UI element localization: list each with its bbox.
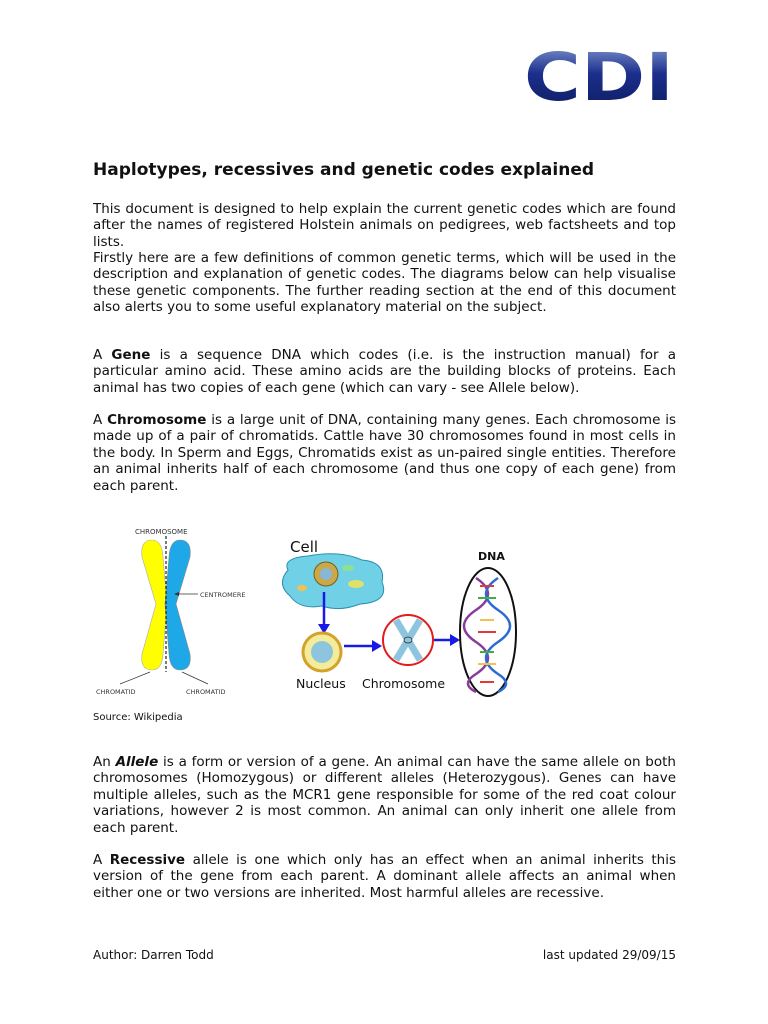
allele-definition: An Allele is a form or version of a gene. An animal can have the same allele on both chromosomes (Homozygous) or different alleles (Heterozygous). Genes can have multiple alleles, such as the MCR1 gene responsible for some of the red coat colour variations, however 2 is most common. An animal can only inherit one allele from each parent. bbox=[93, 754, 676, 836]
figure-source: Source: Wikipedia bbox=[93, 712, 183, 723]
allele-term: Allele bbox=[115, 754, 159, 770]
document-title: Haplotypes, recessives and genetic codes explained bbox=[93, 160, 595, 180]
gene-term: Gene bbox=[111, 347, 151, 363]
footer-author: Author: Darren Todd bbox=[93, 948, 214, 962]
intro-paragraph-2: Firstly here are a few definitions of common genetic terms, which will be used in the description and explanation of genetic codes. The diagrams below can help visualise these genetic components. The further reading section at the end of this document also alerts you to some useful explanatory material on the subject. bbox=[93, 250, 676, 316]
chromosome-to-dna-arrow bbox=[450, 634, 460, 646]
dna-label: DNA bbox=[478, 550, 505, 563]
footer-updated: last updated 29/09/15 bbox=[542, 948, 676, 962]
chromosome-diagram-label: CHROMOSOME bbox=[135, 528, 188, 536]
chromosome-term: Chromosome bbox=[107, 412, 207, 428]
recessive-definition: A Recessive allele is one which only has an effect when an animal inherits this version of the gene from each parent. A dominant allele affects an animal when either one or two versions are inherited. Most harmful alleles are recessive. bbox=[93, 852, 676, 901]
logo-text: CDI bbox=[524, 39, 674, 116]
cell-label: Cell bbox=[290, 538, 319, 556]
chromosome-definition: A Chromosome is a large unit of DNA, containing many genes. Each chromosome is made up of a pair of chromatids. Cattle have 30 chromosomes found in most cells in the body. In Sperm and Eggs, Chromatids exist as un-paired single entities. Therefore an animal inherits half of each chromosome (and thus one copy of each gene) from each parent. bbox=[93, 412, 676, 494]
yellow-chromatid bbox=[142, 540, 167, 670]
genetics-diagram bbox=[90, 522, 505, 704]
gene-definition: A Gene is a sequence DNA which codes (i.e. is the instruction manual) for a particular amino acid. These amino acids are the building blocks of proteins. Each animal has two copies of each gene (which can vary - see Allele below). bbox=[93, 347, 677, 396]
nucleus-to-chromosome-arrow bbox=[372, 640, 382, 652]
cdi-logo bbox=[522, 39, 678, 116]
centromere-label: CENTROMERE bbox=[200, 591, 246, 599]
chromosome-step-label: Chromosome bbox=[362, 676, 446, 691]
nucleus-label: Nucleus bbox=[296, 676, 346, 691]
recessive-term: Recessive bbox=[109, 852, 186, 868]
chromatid-right-label: CHROMATID bbox=[186, 688, 226, 696]
chromatid-left-label: CHROMATID bbox=[96, 688, 136, 696]
blue-chromatid bbox=[165, 540, 190, 670]
intro-paragraph-1: This document is designed to help explain the current genetic codes which are found after the names of registered Holstein animals on pedigrees, web factsheets and top lists. bbox=[93, 201, 676, 250]
